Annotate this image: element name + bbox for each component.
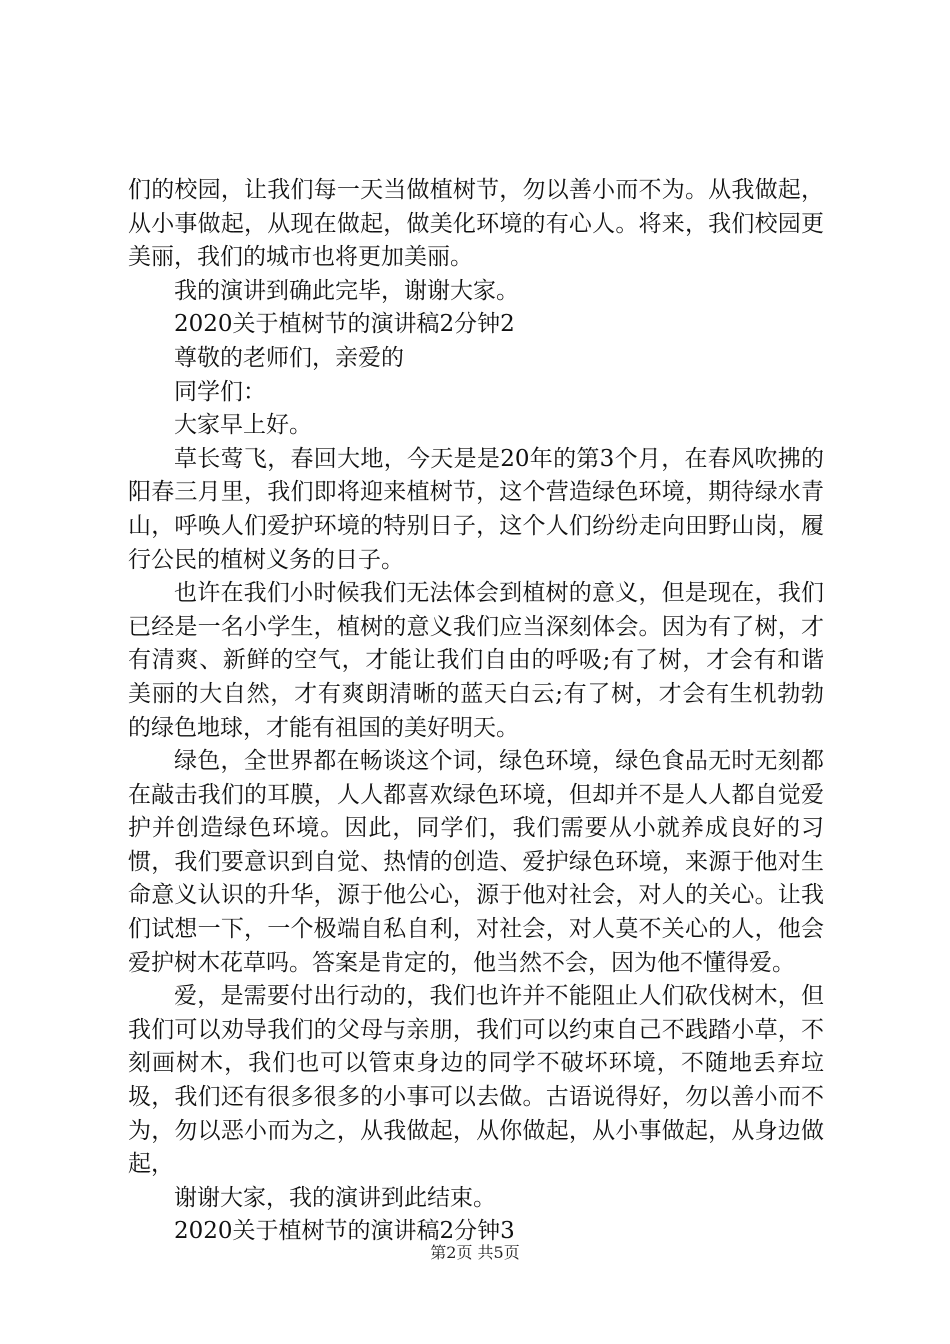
salutation-line: 尊敬的老师们，亲爱的 — [174, 344, 404, 371]
paragraph: 草长莺飞，春回大地，今天是是20年的第3个月，在春风吹拂的阳春三月里，我们即将迎来植树节，这个营造绿色环境，期待绿水青山，呼唤人们爱护环境的特别日子，这个人们纷纷走向田野山岗，履行公民的植树义务的日子。 — [128, 445, 824, 573]
paragraph-closing: 谢谢大家，我的演讲到此结束。 — [174, 1184, 496, 1211]
paragraph: 爱，是需要付出行动的，我们也许并不能阻止人们砍伐树木，但我们可以劝导我们的父母与亲朋，我们可以约束自己不践踏小草，不刻画树木，我们也可以管束身边的同学不破坏环境，不随地丢弃垃圾，我们还有很多很多的小事可以去做。古语说得好，勿以善小而不为，勿以恶小而为之，从我做起，从你做起，从小事做起，从身边做起， — [128, 983, 824, 1178]
paragraph: 也许在我们小时候我们无法体会到植树的意义，但是现在，我们已经是一名小学生，植树的意义我们应当深刻体会。因为有了树，才有清爽、新鲜的空气，才能让我们自由的呼吸;有了树，才会有和谐美丽的大自然，才有爽朗清晰的蓝天白云;有了树，才会有生机勃勃的绿色地球，才能有祖国的美好明天。 — [128, 580, 824, 741]
section-heading: 2020关于植树节的演讲稿2分钟3 — [174, 1218, 515, 1245]
page-indicator: 第2页 共5页 — [430, 1243, 520, 1262]
page-footer — [0, 1243, 950, 1263]
paragraph-closing: 我的演讲到确此完毕，谢谢大家。 — [174, 277, 519, 304]
greeting-line: 大家早上好。 — [174, 412, 312, 439]
section-heading: 2020关于植树节的演讲稿2分钟2 — [174, 311, 515, 338]
salutation-line: 同学们： — [174, 378, 266, 405]
paragraph: 绿色，全世界都在畅谈这个词，绿色环境，绿色食品无时无刻都在敲击我们的耳膜，人人都喜欢绿色环境，但却并不是人人都自觉爱护并创造绿色环境。因此，同学们，我们需要从小就养成良好的习惯，我们要意识到自觉、热情的创造、爱护绿色环境，来源于他对生命意义认识的升华，源于他公心，源于他对社会，对人的关心。让我们试想一下，一个极端自私自利，对社会，对人莫不关心的人，他会爱护树木花草吗。答案是肯定的，他当然不会，因为他不懂得爱。 — [128, 748, 824, 976]
document-body — [128, 174, 824, 1249]
paragraph-continuation: 们的校园，让我们每一天当做植树节，勿以善小而不为。从我做起，从小事做起，从现在做起，做美化环境的有心人。将来，我们校园更美丽，我们的城市也将更加美丽。 — [128, 177, 824, 271]
